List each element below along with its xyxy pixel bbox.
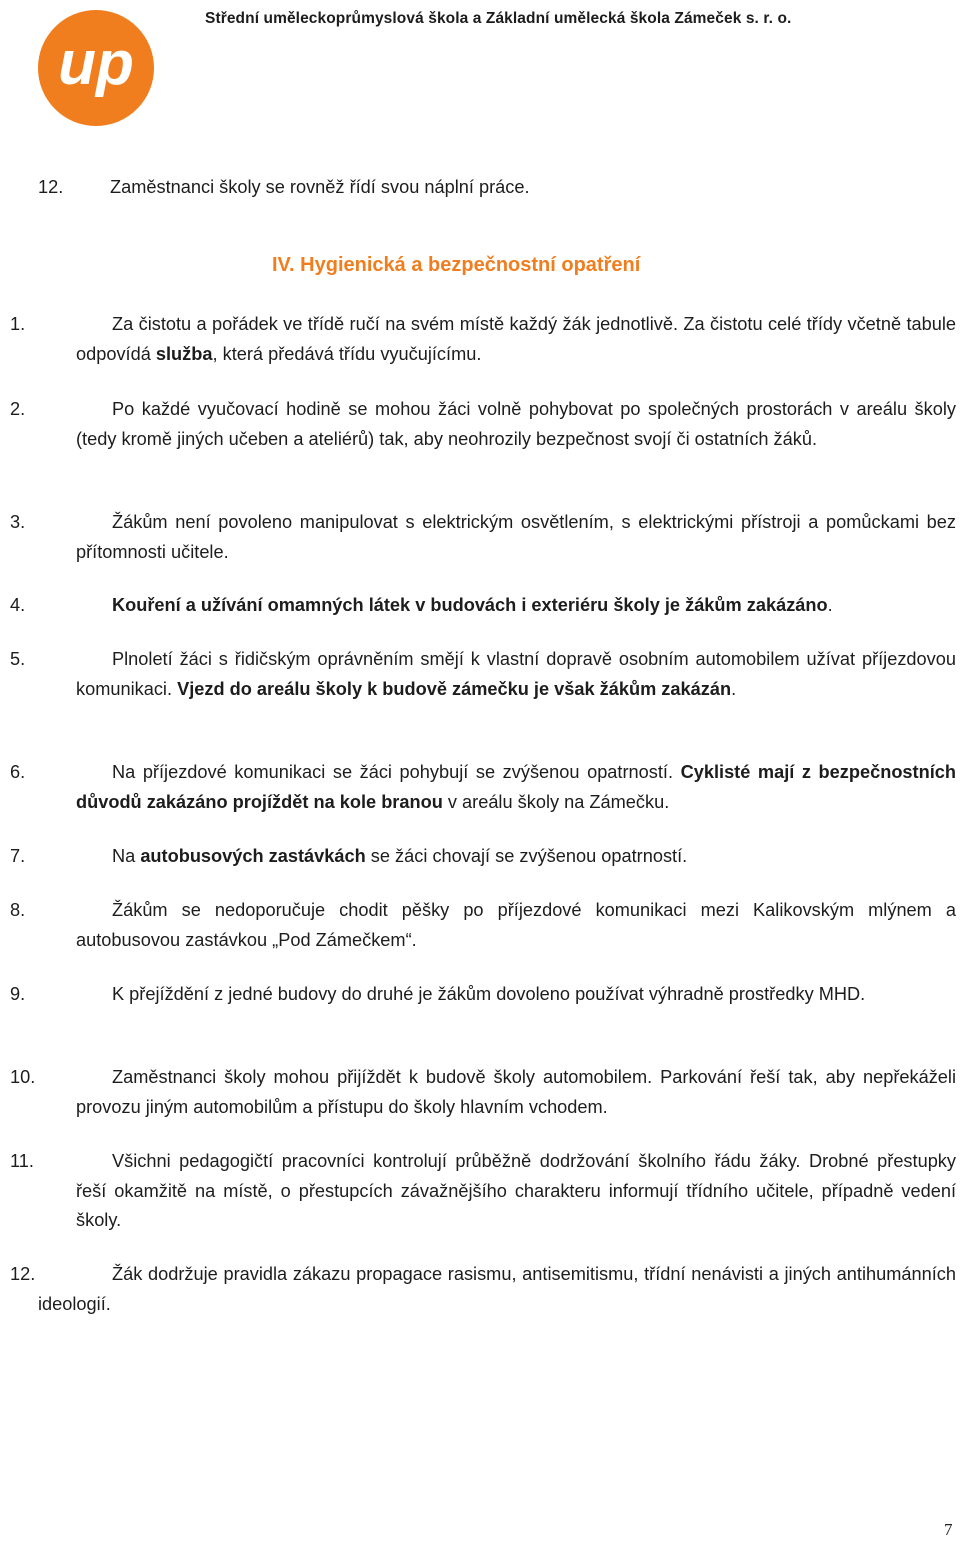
bold-text: Vjezd do areálu školy k budově zámečku je však žákům zakázán — [177, 678, 732, 699]
item-text — [76, 896, 956, 955]
section-heading: IV. Hygienická a bezpečnostní opatření — [272, 254, 641, 276]
text-run: Žákům není povoleno manipulovat s elektrickým osvětlením, s elektrickými přístroji a pomůckami bez přítomnosti učitele. — [76, 512, 956, 562]
logo-text: up — [58, 29, 134, 98]
item-text — [76, 842, 956, 872]
item-text — [76, 980, 956, 1010]
item-number: 2. — [10, 399, 26, 419]
text-run: Všichni pedagogičtí pracovníci kontrolují průběžně dodržování školního řádu žáky. Drobné přestupky řeší okamžitě na místě, o přestupcích závažnějšího charakteru informují třídního učitele, případně vedení školy. — [76, 1151, 956, 1230]
bold-text: služba — [155, 343, 213, 364]
item-number: 8. — [10, 900, 26, 920]
text-run: Plnoletí žáci s řidičským oprávněním smějí k vlastní dopravě osobním automobilem užívat příjezdovou komunikaci. — [76, 649, 956, 699]
school-name: Střední uměleckoprůmyslová škola a Základní umělecká škola Zámeček s. r. o. — [205, 10, 792, 27]
item-number: 11. — [10, 1151, 34, 1171]
item-number: 9. — [10, 984, 26, 1004]
item-text — [76, 645, 956, 704]
bold-text: Cyklisté mají z bezpečnostních důvodů zakázáno projíždět na kole branou — [76, 762, 956, 812]
item-text — [76, 508, 956, 567]
text-run: Po každé vyučovací hodině se mohou žáci volně pohybovat po společných prostorách v areálu školy (tedy kromě jiných učeben a ateliérů) tak, aby neohrozily bezpečnost svojí či ostatních žáků. — [76, 399, 956, 449]
bold-text: autobusových zastávkách — [140, 846, 366, 866]
bold-text: Kouření a užívání omamných látek v budovách i exteriéru školy je žákům zakázáno — [112, 595, 828, 615]
text-run: se žáci chovají se zvýšenou opatrností. — [365, 846, 688, 866]
text-run: K přejíždění z jedné budovy do druhé je žákům dovoleno používat výhradně prostředky MHD. — [112, 984, 866, 1004]
text-run: Na příjezdové komunikaci se žáci pohybují se zvýšenou opatrností. — [112, 762, 681, 782]
item-number: 7. — [10, 846, 26, 866]
text-run: v areálu školy na Zámečku. — [442, 791, 670, 812]
text-run: Na — [112, 846, 141, 866]
item-text — [76, 758, 956, 817]
item-number: 5. — [10, 649, 26, 669]
school-logo-icon — [36, 8, 156, 128]
item-number: 12. — [38, 177, 64, 197]
text-run: . — [731, 678, 737, 699]
item-text — [76, 1147, 956, 1236]
text-run: Za čistotu a pořádek ve třídě ručí na svém místě každý žák jednotlivě. Za čistotu celé třídy včetně tabule odpovídá — [76, 314, 956, 364]
item-text — [76, 591, 956, 621]
item-text — [76, 395, 956, 454]
item-text — [76, 310, 956, 369]
text-run: . — [827, 595, 833, 615]
text-run: , která předává třídu vyučujícímu. — [212, 343, 482, 364]
item-number: 6. — [10, 762, 26, 782]
item-text — [38, 1260, 956, 1319]
item-number: 3. — [10, 512, 26, 532]
text-run: Zaměstnanci školy mohou přijíždět k budově školy automobilem. Parkování řeší tak, aby nepřekáželi provozu jiným automobilům a přístupu do školy hlavním vchodem. — [76, 1067, 956, 1117]
item-number: 12. — [10, 1264, 36, 1284]
page-number: 7 — [944, 1520, 953, 1539]
item-text: Zaměstnanci školy se rovněž řídí svou náplní práce. — [110, 177, 530, 197]
item-number: 4. — [10, 595, 26, 615]
item-number: 1. — [10, 314, 26, 334]
item-number: 10. — [10, 1067, 36, 1087]
item-text — [76, 1063, 956, 1122]
text-run: Žák dodržuje pravidla zákazu propagace rasismu, antisemitismu, třídní nenávisti a jiných antihumánních ideologií. — [38, 1264, 956, 1314]
text-run: Žákům se nedoporučuje chodit pěšky po příjezdové komunikaci mezi Kalikovským mlýnem a autobusovou zastávkou „Pod Zámečkem“. — [76, 900, 956, 950]
